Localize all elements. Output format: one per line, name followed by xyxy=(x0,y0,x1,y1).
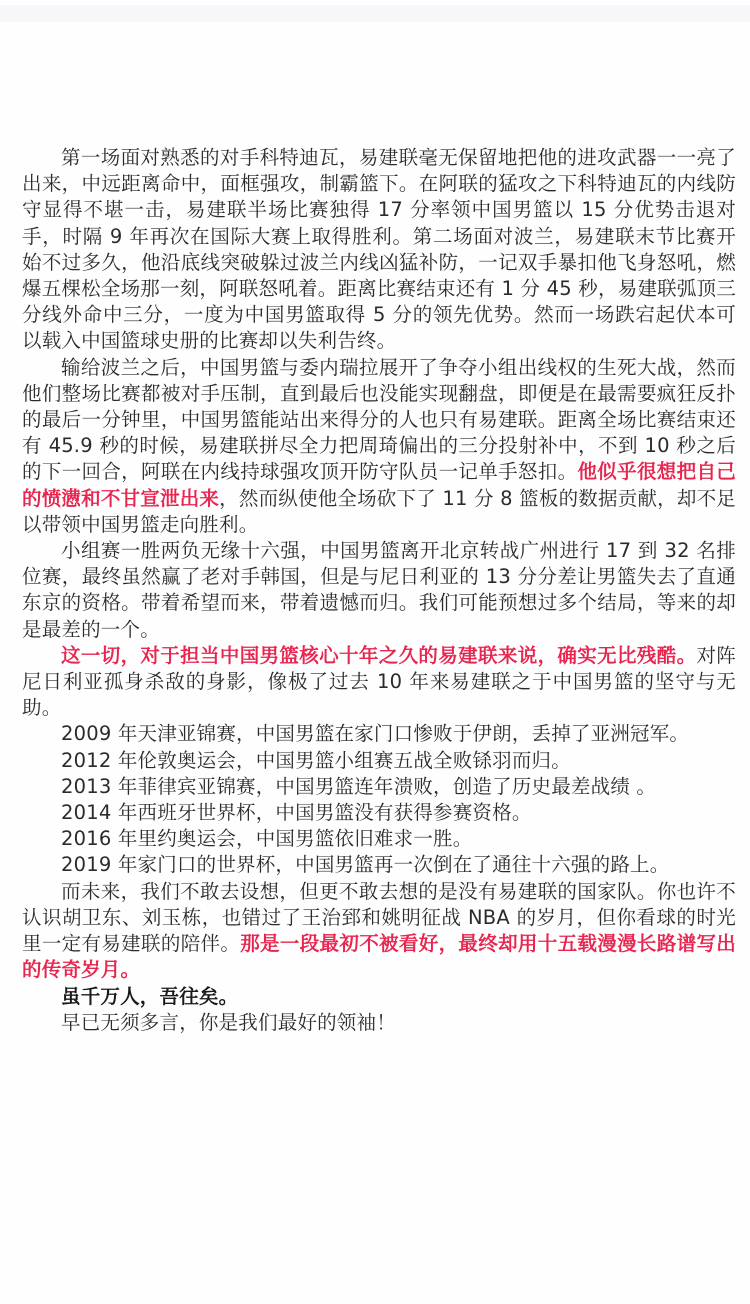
paragraph-4 xyxy=(22,643,736,722)
paragraph-5-text: 而未来，我们不敢去设想，但更不敢去想的是没有易建联的国家队。你也许不认识胡卫东、刘玉栋，也错过了王治郅和姚明征战 NBA 的岁月，但你看球的时光里一定有易建联的陪伴。 xyxy=(22,879,736,956)
quote-line: 虽千万人，吾往矣。 xyxy=(61,984,239,1008)
highlight-text: 他似乎很想把自己的愤懑和不甘宣泄出来 xyxy=(22,460,736,510)
highlight-text: 那是一段最初不被看好，最终却用十五载漫漫长路谱写出的传奇岁月。 xyxy=(22,932,736,982)
paragraph-5 xyxy=(22,879,736,984)
year-item: 2014 年西班牙世界杯，中国男篮没有获得参赛资格。 xyxy=(61,801,532,825)
year-item: 2019 年家门口的世界杯，中国男篮再一次倒在了通往十六强的路上。 xyxy=(61,853,670,877)
paragraph-2-text-b: ，然而纵使他全场砍下了 11 分 8 篮板的数据贡献，却不足以带领中国男篮走向胜利。 xyxy=(22,486,736,536)
paragraph-2-text-a: 输给波兰之后，中国男篮与委内瑞拉展开了争夺小组出线权的生死大战，然而他们整场比赛都被对手压制，直到最后也没能实现翻盘，即便是在最需要疯狂反扑的最后一分钟里，中国男篮能站出来得分的人也只有易建联。距离全场比赛结束还有 45.9 秒的时候，易建联拼尽全力把周琦偏出的三分投射补中，不到 10 秒之后的下一回合，阿联在内线持球强攻顶开防守队员一记单手怒扣。 xyxy=(22,355,736,484)
paragraph-3: 小组赛一胜两负无缘十六强，中国男篮离开北京转战广州进行 17 到 32 名排位赛，最终虽然赢了老对手韩国，但是与尼日利亚的 13 分分差让男篮失去了直通东京的资格。带着希望而来，带着遗憾而归。我们可能预想过多个结局，等来的却是最差的一个。 xyxy=(22,539,736,641)
year-item: 2009 年天津亚锦赛，中国男篮在家门口惨败于伊朗，丢掉了亚洲冠军。 xyxy=(61,722,690,746)
paragraph-4-text: 对阵尼日利亚孤身杀敌的身影，像极了过去 10 年来易建联之于中国男篮的坚守与无助。 xyxy=(22,643,736,720)
year-item: 2012 年伦敦奥运会，中国男篮小组赛五战全败铩羽而归。 xyxy=(61,748,571,772)
paragraph-2 xyxy=(22,355,736,538)
closing-line: 早已无须多言，你是我们最好的领袖！ xyxy=(61,1010,396,1034)
article-body xyxy=(22,145,736,1036)
top-bar xyxy=(0,5,750,22)
paragraph-1: 第一场面对熟悉的对手科特迪瓦，易建联毫无保留地把他的进攻武器一一亮了出来，中远距离命中，面框强攻，制霸篮下。在阿联的猛攻之下科特迪瓦的内线防守显得不堪一击，易建联半场比赛独得 17 分率领中国男篮以 15 分优势击退对手，时隔 9 年再次在国际大赛上取得胜利。第二场面对波兰，易建联末节比赛开始不过多久，他沿底线突破躲过波兰内线凶猛补防，一记双手暴扣他飞身怒吼，燃爆五棵松全场那一刻，阿联怒吼着。距离比赛结束还有 1 分 45 秒，易建联弧顶三分线外命中三分，一度为中国男篮取得 5 分的领先优势。然而一场跌宕起伏本可以载入中国篮球史册的比赛却以失利告终。 xyxy=(22,146,736,353)
year-item: 2013 年菲律宾亚锦赛，中国男篮连年溃败，创造了历史最差战绩 。 xyxy=(61,774,657,798)
highlight-text: 这一切，对于担当中国男篮核心十年之久的易建联来说，确实无比残酷。 xyxy=(61,643,697,667)
year-item: 2016 年里约奥运会，中国男篮依旧难求一胜。 xyxy=(61,827,473,851)
